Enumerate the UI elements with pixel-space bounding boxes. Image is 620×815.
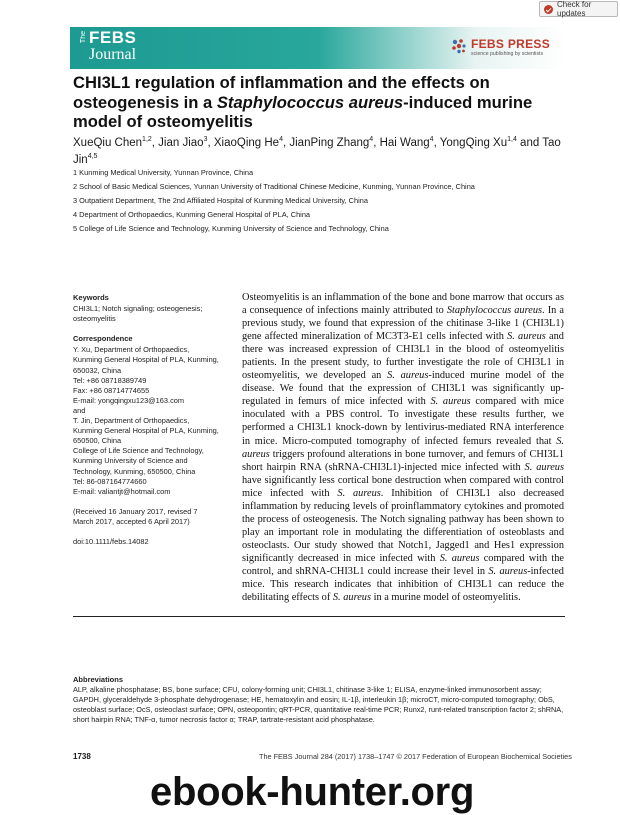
correspondence-line: 650500, China bbox=[73, 436, 122, 446]
abstract-text: compared with the control, and shRNA-CHI3L1 could increase their level in bbox=[242, 552, 564, 577]
author-name: Tao Jin bbox=[73, 136, 561, 167]
keywords-line: osteomyelitis bbox=[73, 314, 116, 324]
correspondence-line: and bbox=[73, 405, 86, 415]
febs-press-name: FEBS PRESS bbox=[471, 37, 551, 51]
abstract-italic-term: Staphylococcus aureus bbox=[446, 305, 543, 317]
journal-citation: The FEBS Journal 284 (2017) 1738–1747 © 2017 Federation of European Biochemical Societies bbox=[259, 752, 572, 761]
abstract-text: in a murine model of osteomyelitis. bbox=[371, 592, 521, 604]
doi-link[interactable]: doi:10.1111/febs.14082 bbox=[73, 536, 149, 546]
abstract-text: . Inhibition of CHI3L1 also decreased inflammation by reducing levels of proinflammatory cytokines and promoted the process of osteogenesis. The Notch signaling pathway has been shown to play an important role in modulating the differentiation of osteoblasts and osteoclasts. Our study showed that Notch1, Jagged1 and Hes1 expression significantly decreased in mice infected with bbox=[242, 487, 565, 564]
correspondence-line: Technology, Kunming, 650500, China bbox=[73, 466, 196, 476]
abstract-text: Osteomyelitis is an inflammation of the bone and bone marrow that occurs as a consequence of infections mainly attributed to bbox=[242, 292, 564, 317]
author-affiliation-marker: 1,4 bbox=[507, 136, 517, 143]
abstract-italic-term: S. aureus bbox=[387, 370, 429, 382]
watermark: ebook-hunter.org bbox=[150, 770, 475, 814]
correspondence-line: E-mail: valiantjt@hotmail.com bbox=[73, 486, 171, 496]
author-affiliation-marker: 4,5 bbox=[87, 153, 98, 161]
correspondence-line: Tel: +86 08718389749 bbox=[73, 375, 147, 385]
received-line: (Received 16 January 2017, revised 7 bbox=[73, 506, 198, 516]
affiliations bbox=[73, 166, 563, 236]
abstract-text: have significantly less cortical bone destruction when compared with control mice infected with bbox=[242, 474, 564, 499]
abstract-divider bbox=[73, 616, 565, 617]
received-dates bbox=[73, 507, 233, 527]
abstract-italic-term: S. aureus bbox=[488, 565, 528, 577]
abstract-italic-term: S. aureus bbox=[242, 435, 564, 460]
abbreviations bbox=[73, 675, 565, 725]
correspondence-line: 650032, China bbox=[73, 365, 122, 375]
correspondence-line: Fax: +86 08714774655 bbox=[73, 385, 150, 395]
affiliation-line: 2 School of Basic Medical Sciences, Yunnan University of Traditional Chinese Medicine, Kunming, Yunnan Province, China bbox=[73, 182, 475, 191]
author-name: XiaoQing He bbox=[213, 136, 280, 149]
affiliation-line: 1 Kunming Medical University, Yunnan Province, China bbox=[73, 168, 254, 177]
page-number: 1738 bbox=[73, 752, 91, 761]
abstract-italic-term: S. aureus bbox=[430, 396, 471, 408]
received-line: March 2017, accepted 6 April 2017) bbox=[73, 516, 190, 526]
article-sidebar bbox=[73, 293, 233, 547]
abbreviations-heading: Abbreviations bbox=[73, 675, 124, 684]
abstract-italic-term: S. aureus bbox=[439, 552, 480, 564]
correspondence-line: College of Life Science and Technology, bbox=[73, 446, 204, 456]
author-name: XueQiu Chen bbox=[73, 136, 143, 149]
febs-press-logo bbox=[451, 36, 563, 62]
author-list: XueQiu Chen$^{1,2}$, Jian Jiao$^3$, XiaoQing He$^4$, JianPing Zhang$^4$, Hai Wang$^4$, YongQing Xu$^{1,4}$ and Tao Jin$^{4,5}$ bbox=[73, 136, 561, 167]
abstract-text: triggers profound alterations in bone turnover, and femurs of CHI3L1 short hairpin RNA (shRNA-CHI3L1)-injected mice infected with bbox=[242, 448, 564, 473]
abstract-text: and there was increased expression of CHI3L1 in the blood of osteomyelitis patients. In the present study, to further investigate the role of CHI3L1 in osteomyelitis, we developed an bbox=[242, 331, 564, 382]
affiliation-line: 5 College of Life Science and Technology, Kunming University of Science and Technology, China bbox=[73, 224, 389, 233]
check-circle-icon bbox=[544, 5, 553, 14]
correspondence-line: E-mail: yongqingxu123@163.com bbox=[73, 395, 185, 405]
correspondence-line: T. Jin, Department of Orthopaedics, bbox=[73, 416, 190, 426]
author-affiliation-marker: 4 bbox=[279, 136, 283, 143]
check-for-updates-label: Check for updates bbox=[557, 0, 592, 18]
abstract-text: compared with mice inoculated with a PBS control. To investigate these results further, we performed a CHI3L1 knock-down by lentivirus-mediated RNA interference in mice. Micro-computed tomography of infected femurs revealed that bbox=[242, 396, 564, 447]
febs-press-dots-icon bbox=[451, 38, 467, 54]
abstract-text: -infected mice. This research indicates that inhibition of CHI3L1 can reduce the debilitating effects of bbox=[242, 565, 564, 604]
check-for-updates-button[interactable] bbox=[539, 1, 618, 17]
logo-febs: FEBS bbox=[89, 28, 137, 47]
affiliation-line: 3 Outpatient Department, The 2nd Affiliated Hospital of Kunming Medical University, China bbox=[73, 196, 368, 205]
keywords-line: CHI3L1; Notch signaling; osteogenesis; bbox=[73, 304, 203, 314]
correspondence-line: Tel: 86-087164774660 bbox=[73, 476, 147, 486]
author-name: YongQing Xu bbox=[439, 136, 508, 149]
author-name: Hai Wang bbox=[379, 136, 430, 149]
author-affiliation-marker: 3 bbox=[203, 136, 208, 143]
febs-press-tagline: science publishing by scientists bbox=[471, 51, 544, 57]
correspondence-line: Kunming University of Science and bbox=[73, 456, 188, 466]
logo-the: The bbox=[80, 31, 87, 44]
abstract-text: . In a previous study, we found that expression of the chitinase 3-like 1 (CHI3L1) gene affected mineralization of MC3T3-E1 cells infected with bbox=[242, 305, 564, 343]
abstract-text: -induced murine model of the disease. We found that the expression of CHI3L1 was significantly up-regulated in femurs of mice infected with bbox=[242, 370, 564, 408]
abstract-italic-term: S. aureus bbox=[332, 592, 371, 604]
abstract-italic-term: S. aureus bbox=[337, 487, 381, 499]
author-name: Jian Jiao bbox=[158, 136, 204, 149]
abstract-italic-term: S. aureus bbox=[524, 461, 564, 473]
author-affiliation-marker: 4 bbox=[369, 136, 374, 143]
abstract bbox=[242, 291, 564, 604]
correspondence-line: Kunming General Hospital of PLA, Kunming, bbox=[73, 426, 219, 436]
article-title: CHI3L1 regulation of inflammation and the effects on osteogenesis in a Staphylococcus aureus-induced murine model of osteomyelitis bbox=[73, 73, 533, 131]
abstract-italic-term: S. aureus bbox=[507, 331, 546, 343]
author-affiliation-marker: 4 bbox=[429, 136, 434, 143]
affiliation-line: 4 Department of Orthopaedics, Kunming General Hospital of PLA, China bbox=[73, 210, 311, 219]
correspondence-line: Y. Xu, Department of Orthopaedics, bbox=[73, 345, 190, 355]
abbreviations-text: ALP, alkaline phosphatase; BS, bone surface; CFU, colony-forming unit; CHI3L1, chitinase 3-like 1; ELISA, enzyme-linked immunosorbent assay; GAPDH, glyceraldehyde 3-phosphate dehydrogenase; HE, hematoxylin and eosin; IL-1β, interleukin 1β; microCT, micro-computed tomography; ObS, osteoblast surface; OcS, osteoclast surface; OPN, osteopontin; qRT-PCR, quantitative real-time PCR; Runx2, runt-related transcription factor 2; shRNA, short hairpin RNA; TNF-α, tumor necrosis factor α; TRAP, tartrate-resistant acid phosphatase. bbox=[73, 685, 564, 724]
author-name: JianPing Zhang bbox=[289, 136, 370, 149]
keywords-list bbox=[73, 304, 233, 324]
correspondence-block bbox=[73, 345, 233, 496]
author-affiliation-marker: 1,2 bbox=[142, 136, 152, 143]
keywords-heading: Keywords bbox=[73, 293, 109, 302]
correspondence-heading: Correspondence bbox=[73, 334, 133, 344]
logo-journal: Journal bbox=[89, 46, 137, 63]
correspondence-line: Kunming General Hospital of PLA, Kunming, bbox=[73, 355, 219, 365]
